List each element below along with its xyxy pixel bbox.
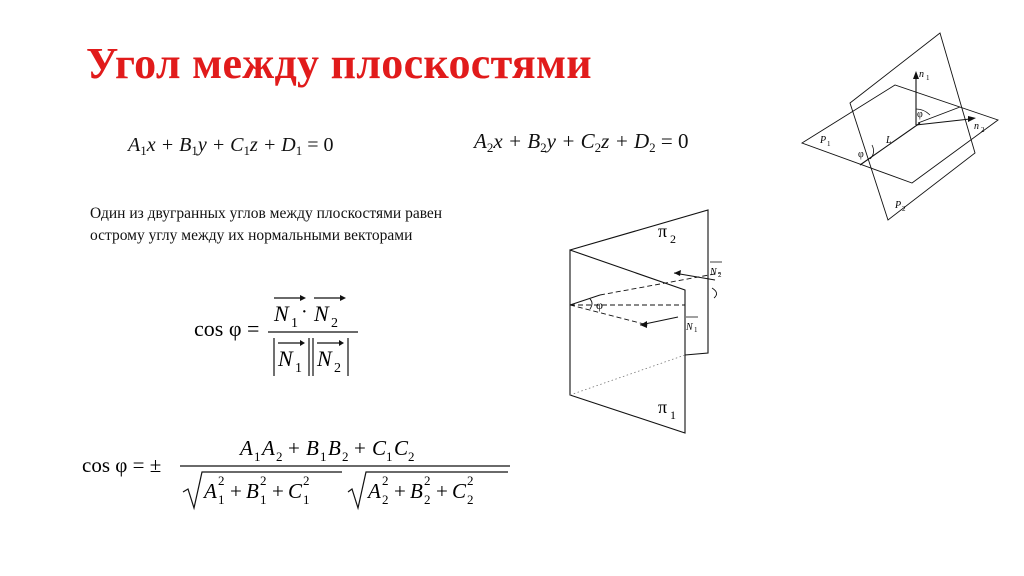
svg-text:2: 2 <box>424 492 431 507</box>
svg-text:2: 2 <box>331 316 338 331</box>
svg-text:B: B <box>246 479 259 503</box>
plane-p2 <box>850 33 975 220</box>
planes-normals-diagram <box>560 205 740 440</box>
svg-text:2: 2 <box>382 473 389 488</box>
svg-text:N: N <box>317 346 332 371</box>
svg-text:B: B <box>410 479 423 503</box>
plane-pi1 <box>570 250 685 433</box>
svg-text:1: 1 <box>291 316 298 331</box>
svg-text:1: 1 <box>320 449 327 464</box>
svg-text:1: 1 <box>218 492 225 507</box>
cosine-coefficients-formula <box>80 430 520 515</box>
svg-text:2: 2 <box>303 473 310 488</box>
svg-text:·: · <box>301 301 308 323</box>
svg-text:N: N <box>274 301 289 326</box>
svg-text:C: C <box>288 479 303 503</box>
p1-label: P <box>820 135 827 146</box>
svg-text:1: 1 <box>303 492 310 507</box>
plane2-equation: $A_2x + B_2y + C_2z + D_2 = 0$ <box>474 129 689 155</box>
svg-text:1: 1 <box>926 74 930 82</box>
svg-text:+: + <box>288 436 300 460</box>
description <box>90 203 442 248</box>
svg-text:A: A <box>262 436 275 460</box>
svg-text:1: 1 <box>827 140 831 148</box>
svg-text:1: 1 <box>254 449 261 464</box>
phi-label-top: φ <box>917 109 923 120</box>
svg-text:B: B <box>306 436 319 460</box>
plane-pi2 <box>570 210 708 355</box>
description-line-1: Один из двугранных углов между плоскостями равен <box>90 205 443 222</box>
svg-text:1: 1 <box>670 408 676 422</box>
svg-text:N: N <box>278 346 293 371</box>
svg-text:2: 2 <box>334 361 341 376</box>
page-title: Угол между плоскостями <box>86 39 592 88</box>
svg-text:2: 2 <box>467 473 474 488</box>
svg-text:A: A <box>204 479 217 503</box>
svg-text:2: 2 <box>902 205 906 213</box>
svg-text:1: 1 <box>260 492 267 507</box>
svg-text:1: 1 <box>386 449 393 464</box>
svg-text:2: 2 <box>467 492 474 507</box>
svg-text:A: A <box>368 479 381 503</box>
svg-text:1: 1 <box>694 326 698 334</box>
svg-text:2: 2 <box>424 473 431 488</box>
line-l-label: L <box>886 135 892 146</box>
description-line-2: острому углу между их нормальными векторами <box>90 227 413 245</box>
n2-label: N <box>710 267 717 278</box>
svg-text:2: 2 <box>276 449 283 464</box>
n1-label-top: n <box>919 69 924 80</box>
planes-intersection-diagram <box>800 25 1005 225</box>
pi2-label: π <box>658 221 668 241</box>
svg-text:2: 2 <box>981 126 985 134</box>
svg-text:2: 2 <box>260 473 267 488</box>
cosine-normals-formula <box>190 290 380 385</box>
plane1-equation: $A_1x + B_1y + C_1z + D_1 = 0$ <box>128 134 334 158</box>
svg-text:2: 2 <box>408 449 415 464</box>
svg-text:+: + <box>230 479 242 503</box>
svg-text:1: 1 <box>295 361 302 376</box>
pi1-label: π <box>658 397 668 417</box>
svg-text:2: 2 <box>718 271 722 279</box>
svg-text:+: + <box>272 479 284 503</box>
p2-label: P <box>895 200 902 211</box>
svg-text:A: A <box>240 436 253 460</box>
svg-text:B: B <box>328 436 341 460</box>
svg-text:C: C <box>372 436 387 460</box>
svg-text:+: + <box>436 479 448 503</box>
n2-label-top: n <box>974 121 979 132</box>
svg-text:2: 2 <box>382 492 389 507</box>
phi-label: φ <box>596 298 603 312</box>
svg-text:+: + <box>354 436 366 460</box>
plane-p1 <box>802 85 998 183</box>
formula1-lhs: cos φ = <box>194 316 260 341</box>
svg-text:C: C <box>394 436 409 460</box>
phi-label-top-2: φ <box>858 149 864 160</box>
svg-text:2: 2 <box>218 473 225 488</box>
svg-text:2: 2 <box>342 449 349 464</box>
svg-text:2: 2 <box>670 232 676 246</box>
svg-text:N: N <box>314 301 329 326</box>
formula2-lhs: cos φ = ± <box>82 453 162 477</box>
svg-text:C: C <box>452 479 467 503</box>
n1-label: N <box>686 322 693 333</box>
svg-text:+: + <box>394 479 406 503</box>
